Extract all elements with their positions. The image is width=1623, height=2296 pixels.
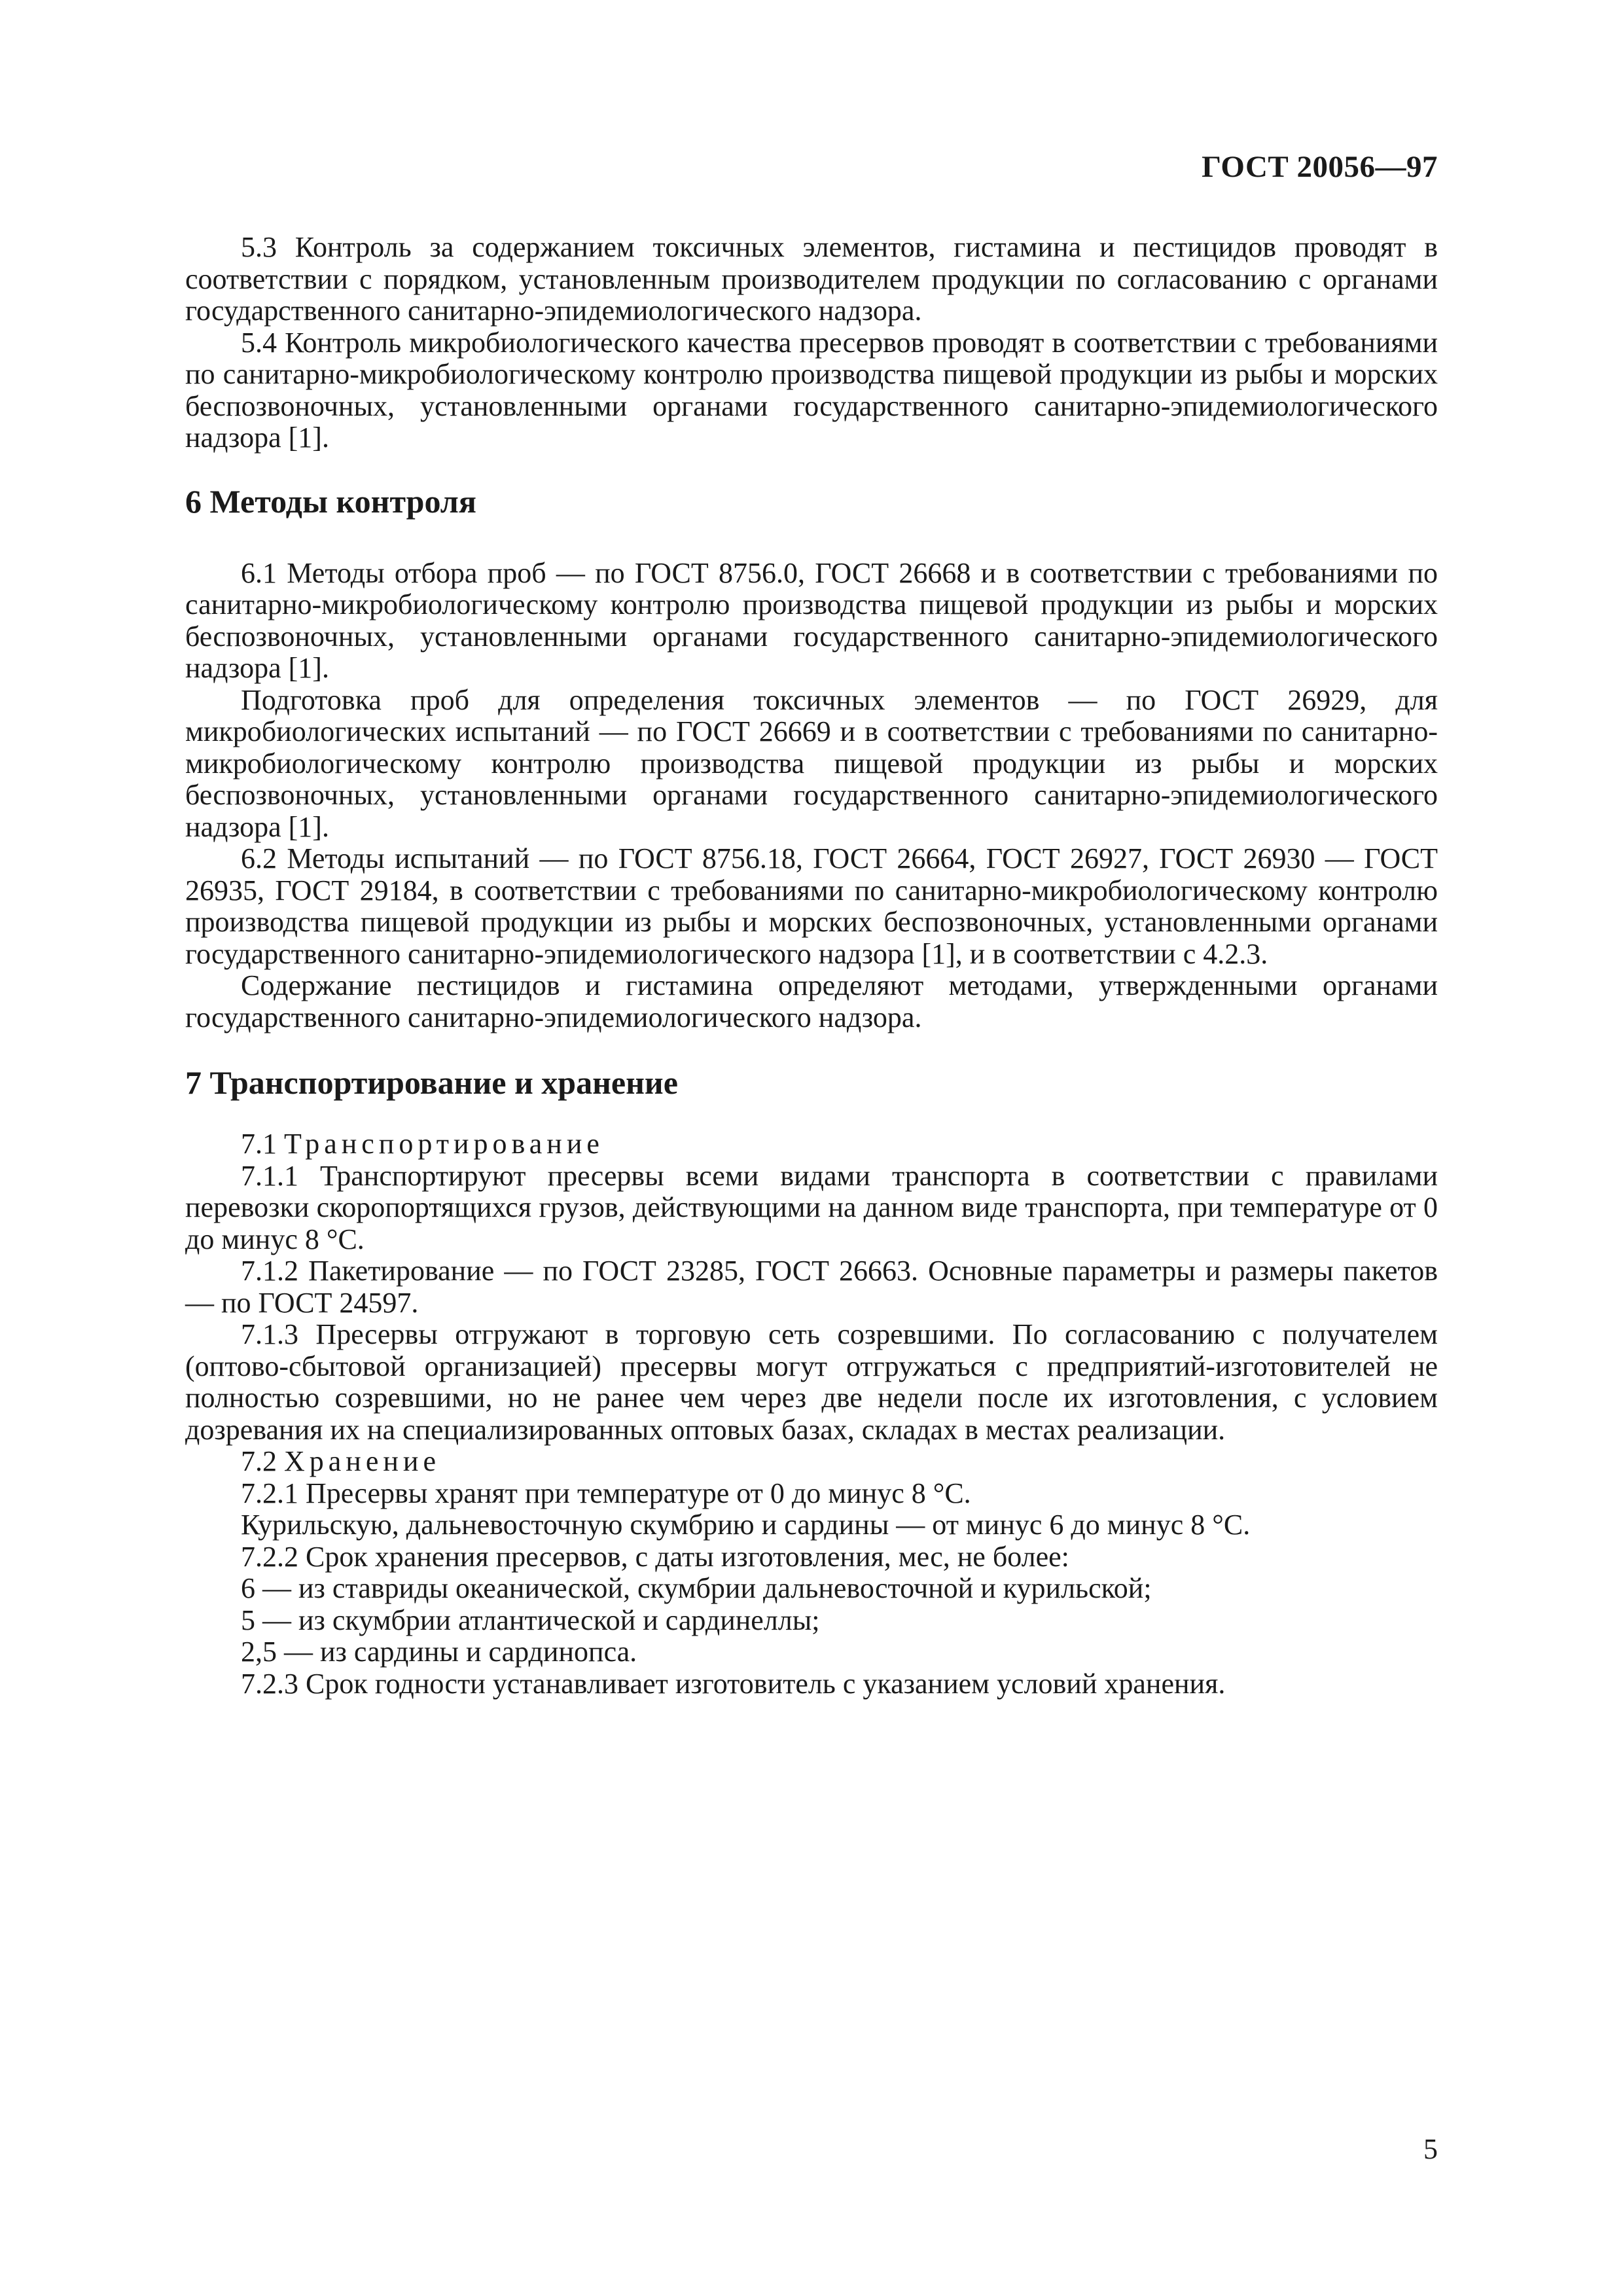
- subsection-heading-7-1: [185, 1128, 1438, 1160]
- paragraph-7-1-2: 7.1.2 Пакетирование — по ГОСТ 23285, ГОСТ 26663. Основные параметры и размеры пакетов — по ГОСТ 24597.: [185, 1255, 1438, 1319]
- document-body: [185, 232, 1438, 1700]
- paragraph-7-1-1: 7.1.1 Транспортируют пресервы всеми видами транспорта в соответствии с правилами перевозки скоропортящихся грузов, действующими на данном виде транспорта, при температуре от 0 до минус 8 °С.: [185, 1159, 1438, 1255]
- paragraph-7-1-3: 7.1.3 Пресервы отгружают в торговую сеть созревшими. По согласованию с получателем (оптово-сбытовой организацией) пресервы могут отгружаться с предприятий-изготовителей не полностью созревшими, но не ранее чем через две недели после их изготовления, с условием дозревания их на специализированных оптовых базах, складах в местах реализации.: [185, 1318, 1438, 1446]
- document-code: ГОСТ 20056—97: [1202, 150, 1438, 184]
- paragraph-6-2: 6.2 Методы испытаний — по ГОСТ 8756.18, ГОСТ 26664, ГОСТ 26927, ГОСТ 26930 — ГОСТ 26935, ГОСТ 29184, в соответствии с требованиями по санитарно-микробиологическому контролю производства пищевой продукции из рыбы и морских беспозвоночных, установленными органами государственного санитарно-эпидемиологического надзора [1], и в соответствии с 4.2.3.: [185, 842, 1438, 970]
- list-item-storage-6: 6 — из ставриды океанической, скумбрии дальневосточной и курильской;: [241, 1572, 1152, 1604]
- paragraph-7-2-3: 7.2.3 Срок годности устанавливает изготовитель с указанием условий хранения.: [241, 1667, 1226, 1700]
- paragraph-6-2-pesticides: Содержание пестицидов и гистамина определяют методами, утвержденными органами государственного санитарно-эпидемиологического надзора.: [185, 969, 1438, 1033]
- paragraph-5-4: 5.4 Контроль микробиологического качества пресервов проводят в соответствии с требованиями по санитарно-микробиологическому контролю производства пищевой продукции из рыбы и морских беспозвоночных, установленными органами государственного санитарно-эпидемиологического надзора [1].: [185, 326, 1438, 454]
- paragraph-7-2-2: 7.2.2 Срок хранения пресервов, с даты изготовления, мес, не более:: [241, 1540, 1069, 1573]
- paragraph-7-2-1-species: Курильскую, дальневосточную скумбрию и сардины — от минус 6 до минус 8 °С.: [241, 1509, 1251, 1541]
- subsection-title: Транспортирование: [284, 1128, 604, 1160]
- paragraph-6-1: 6.1 Методы отбора проб — по ГОСТ 8756.0, ГОСТ 26668 и в соответствии с требованиями по санитарно-микробиологическому контролю производства пищевой продукции из рыбы и морских беспозвоночных, установленными органами государственного санитарно-эпидемиологического надзора [1].: [185, 556, 1438, 684]
- paragraph-7-2-1: 7.2.1 Пресервы хранят при температуре от 0 до минус 8 °С.: [241, 1477, 971, 1509]
- paragraph-6-1-sample-prep: Подготовка проб для определения токсичных элементов — по ГОСТ 26929, для микробиологических испытаний — по ГОСТ 26669 и в соответствии с требованиями по санитарно-микробиологическому контролю производства пищевой продукции из рыбы и морских беспозвоночных, установленными органами государственного санитарно-эпидемиологического надзора [1].: [185, 683, 1438, 843]
- list-item-storage-5: 5 — из скумбрии атлантической и сардинеллы;: [241, 1604, 820, 1636]
- section-heading-7: 7 Транспортирование и хранение: [185, 1064, 678, 1101]
- subsection-number: 7.1: [241, 1128, 277, 1160]
- page-number: 5: [1423, 2133, 1438, 2165]
- paragraph-5-3: 5.3 Контроль за содержанием токсичных элементов, гистамина и пестицидов проводят в соответствии с порядком, установленным производителем продукции по согласованию с органами государственного санитарно-эпидемиологического надзора.: [185, 231, 1438, 327]
- subsection-number: 7.2: [241, 1445, 277, 1477]
- section-heading-6: 6 Методы контроля: [185, 482, 476, 520]
- subsection-title: Хранение: [284, 1445, 441, 1477]
- list-item-storage-2-5: 2,5 — из сардины и сардинопса.: [241, 1636, 637, 1668]
- subsection-heading-7-2: [185, 1446, 1438, 1478]
